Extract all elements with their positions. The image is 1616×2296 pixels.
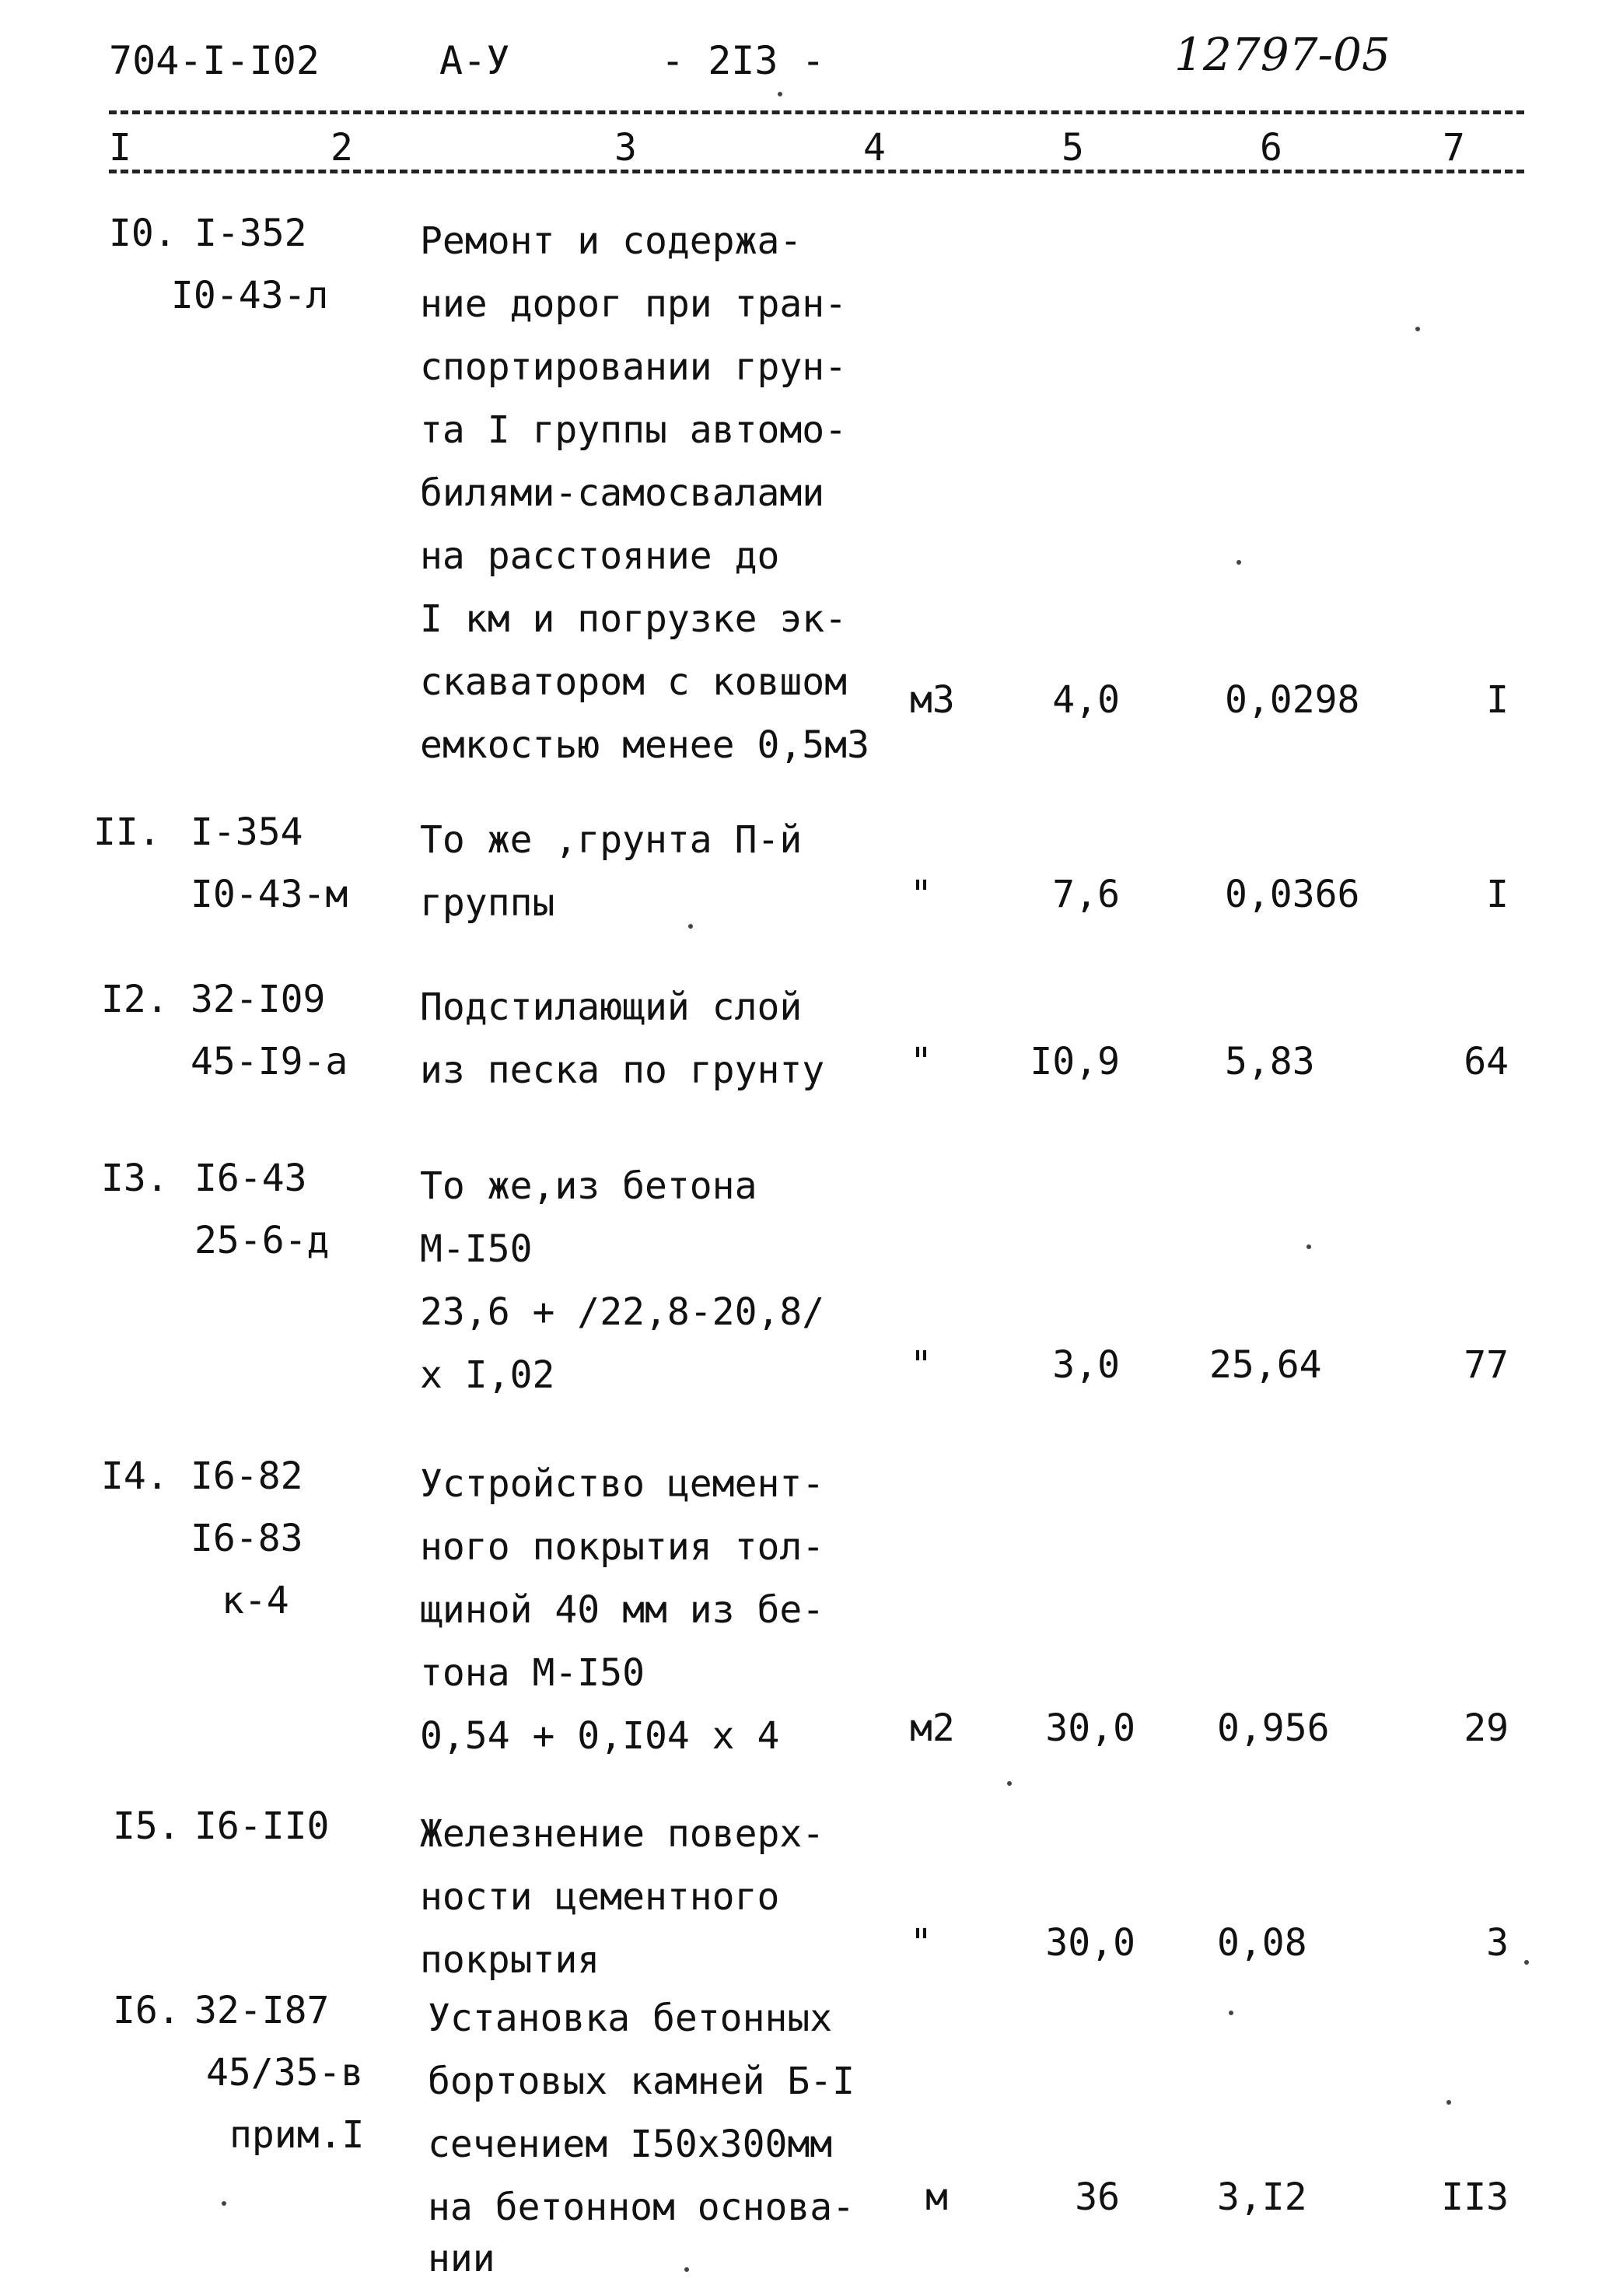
row-quantity: 4,0 <box>1052 678 1120 722</box>
row-code: I6-82 <box>191 1454 303 1498</box>
scan-speck <box>684 2267 689 2272</box>
scan-speck <box>1306 1244 1311 1249</box>
scan-speck <box>1524 1960 1529 1965</box>
row-unit: м <box>925 2175 948 2219</box>
row-number: II. <box>93 810 161 854</box>
scan-speck <box>1446 2100 1451 2105</box>
row-price: 5,83 <box>1225 1040 1315 1083</box>
row-total: II3 <box>1441 2175 1509 2219</box>
row-total: I <box>1486 678 1509 722</box>
doc-code: 704-I-I02 <box>109 38 320 83</box>
row-number: I0. <box>109 212 177 255</box>
column-number-7: 7 <box>1443 126 1465 170</box>
row-unit: " <box>910 1343 932 1387</box>
scan-speck <box>1236 560 1241 565</box>
row-total: 77 <box>1464 1343 1509 1387</box>
row-code: I-354 <box>191 810 303 854</box>
row-description: Подстилающий слой из песка по грунту <box>420 985 825 1092</box>
row-unit: " <box>910 1040 932 1083</box>
row-total: 3 <box>1486 1921 1509 1965</box>
scan-speck <box>1229 2011 1233 2015</box>
row-code: 32-I09 <box>191 978 326 1021</box>
header-divider-top <box>109 110 1524 114</box>
row-price: 3,I2 <box>1217 2175 1307 2219</box>
row-number: I5. <box>113 1804 180 1848</box>
column-number-3: 3 <box>614 126 637 170</box>
column-number-4: 4 <box>863 126 886 170</box>
row-code: I0-43-л <box>171 274 329 317</box>
row-quantity: 30,0 <box>1045 1921 1135 1965</box>
row-number: I3. <box>101 1157 169 1200</box>
row-unit: " <box>910 873 932 916</box>
row-number: I6. <box>113 1989 180 2032</box>
column-number-1: I <box>109 126 131 170</box>
row-unit: м2 <box>910 1706 955 1750</box>
row-number: I2. <box>101 978 169 1021</box>
row-description: То же,из бетона М-I50 23,6 + /22,8-20,8/ х I,02 <box>420 1164 825 1397</box>
row-code: I-352 <box>194 212 307 255</box>
row-unit: " <box>910 1921 932 1965</box>
row-quantity: 3,0 <box>1052 1343 1120 1387</box>
row-description: Устройство цемент- ного покрытия тол- щиной 40 мм из бе- тона М-I50 0,54 + 0,I04 х 4 <box>420 1462 825 1758</box>
row-price: 25,64 <box>1209 1343 1322 1387</box>
row-price: 0,956 <box>1217 1706 1330 1750</box>
row-code: 25-6-д <box>194 1219 330 1262</box>
row-price: 0,0298 <box>1225 678 1360 722</box>
row-description: Ремонт и содержа- ние дорог при тран- спортировании грун- та I группы автомо- билями-самосвалами на расстояние до I км и погрузке эк- скаватором с ковшом емкостью менее 0,5м3 <box>420 219 869 767</box>
column-number-2: 2 <box>331 126 353 170</box>
column-number-6: 6 <box>1260 126 1282 170</box>
row-total: 29 <box>1464 1706 1509 1750</box>
row-total: I <box>1486 873 1509 916</box>
scan-speck <box>1415 327 1420 331</box>
row-code: прим.I <box>229 2113 365 2157</box>
scan-speck <box>778 92 782 96</box>
row-description: То же ,грунта П-й группы <box>420 818 803 925</box>
row-code: 45/35-в <box>206 2051 364 2095</box>
scan-speck <box>1007 1781 1012 1786</box>
row-price: 0,08 <box>1217 1921 1307 1965</box>
row-price: 0,0366 <box>1225 873 1360 916</box>
row-code: I6-43 <box>194 1157 307 1200</box>
row-description: Железнение поверх- ности цементного покрытия <box>420 1812 825 1982</box>
row-code: 32-I87 <box>194 1989 330 2032</box>
row-code: I6-II0 <box>194 1804 330 1848</box>
page-number: - 2I3 - <box>661 38 825 83</box>
row-unit: м3 <box>910 678 955 722</box>
row-quantity: 30,0 <box>1045 1706 1135 1750</box>
row-quantity: 36 <box>1075 2175 1120 2219</box>
handwritten-number: 12797-05 <box>1174 28 1390 81</box>
section-label: А-У <box>439 38 510 83</box>
scan-speck <box>222 2201 226 2206</box>
row-quantity: I0,9 <box>1030 1040 1120 1083</box>
row-code: к-4 <box>222 1579 289 1622</box>
row-code: 45-I9-а <box>191 1040 348 1083</box>
header-divider-bottom <box>109 170 1524 173</box>
column-number-5: 5 <box>1062 126 1084 170</box>
row-total: 64 <box>1464 1040 1509 1083</box>
row-code: I6-83 <box>191 1517 303 1560</box>
row-number: I4. <box>101 1454 169 1498</box>
row-description: Установка бетонных бортовых камней Б-I сечением I50х300мм на бетонном основа- нии <box>428 1997 855 2280</box>
row-quantity: 7,6 <box>1052 873 1120 916</box>
row-code: I0-43-м <box>191 873 348 916</box>
scan-speck <box>688 924 693 929</box>
